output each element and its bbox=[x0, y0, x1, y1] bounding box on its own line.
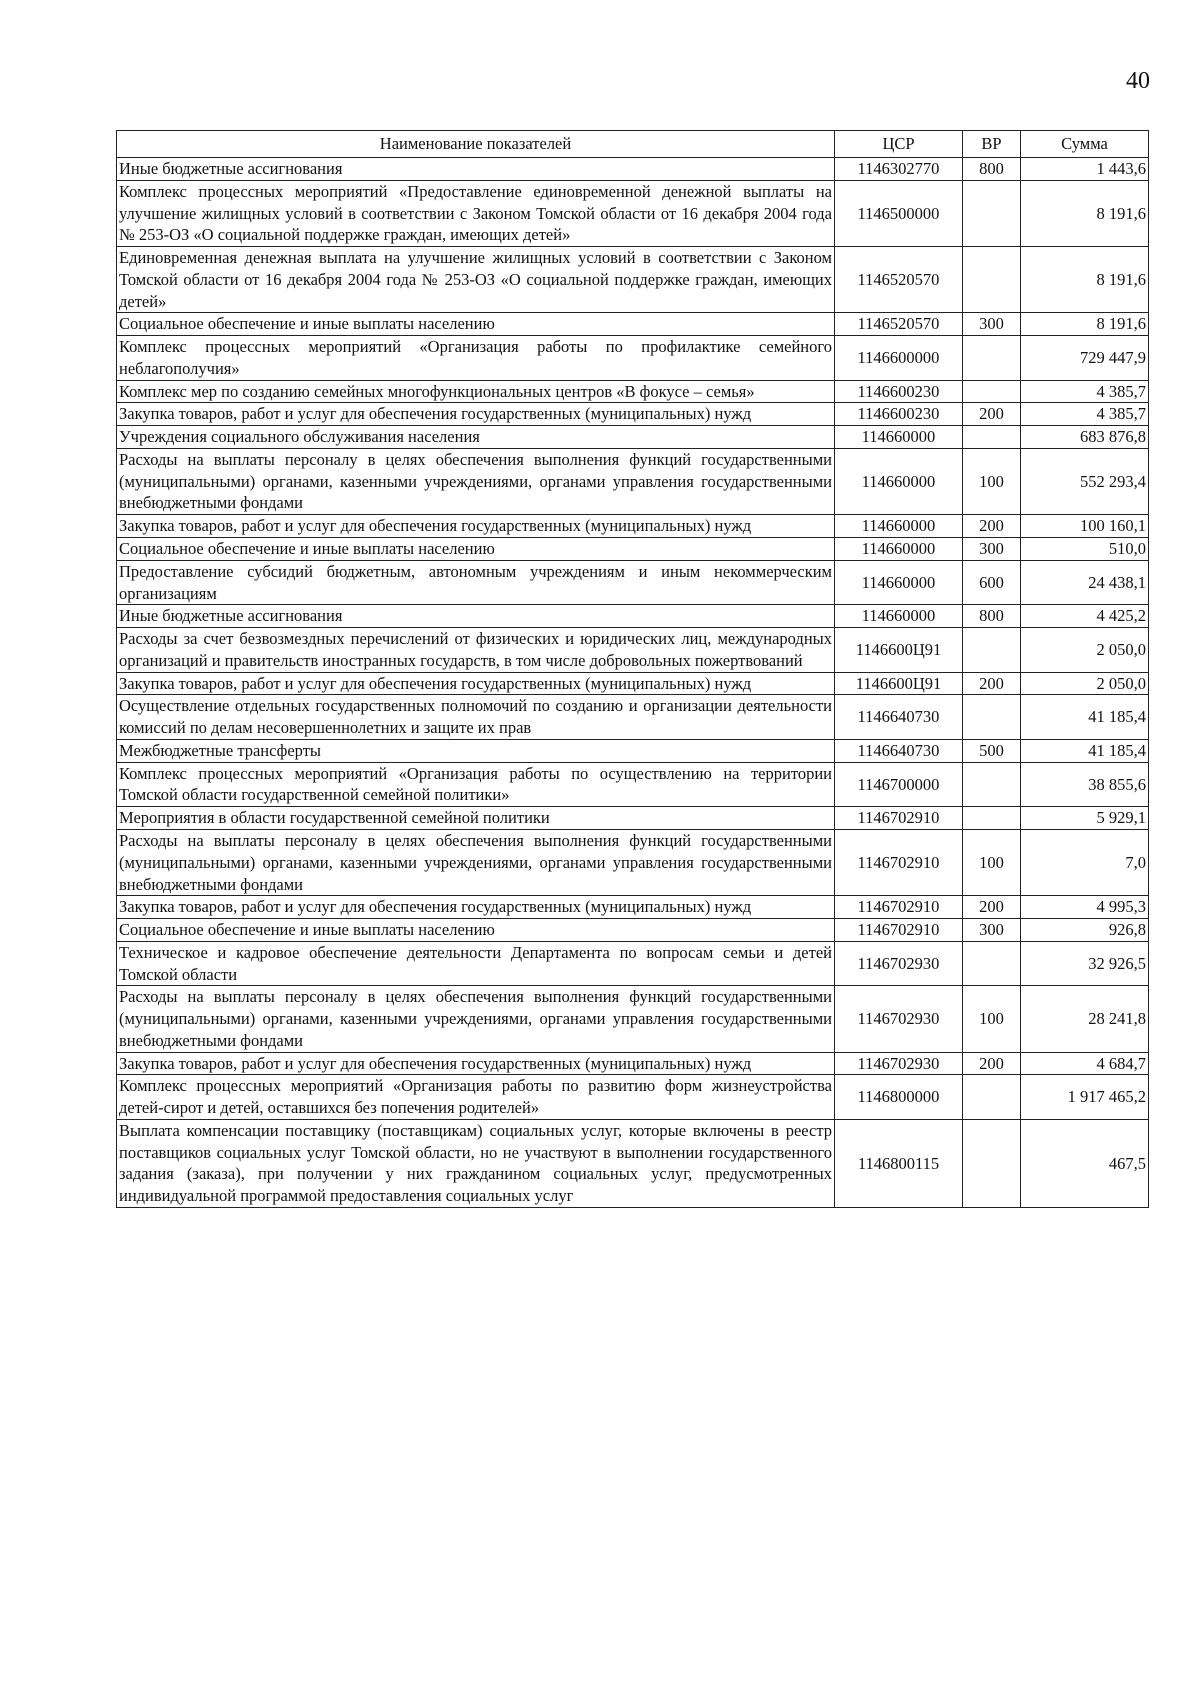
cell-sum: 100 160,1 bbox=[1021, 515, 1149, 538]
cell-name: Закупка товаров, работ и услуг для обеспечения государственных (муниципальных) нужд bbox=[117, 403, 835, 426]
cell-csr: 1146702930 bbox=[835, 1052, 963, 1075]
cell-csr: 114660000 bbox=[835, 515, 963, 538]
cell-name: Единовременная денежная выплата на улучшение жилищных условий в соответствии с Законом Томской области от 16 декабря 2004 года № 253-ОЗ «О социальной поддержке граждан, имеющих детей» bbox=[117, 247, 835, 313]
table-row bbox=[117, 1075, 1149, 1120]
cell-csr: 1146800115 bbox=[835, 1119, 963, 1207]
cell-vr bbox=[963, 695, 1021, 740]
cell-csr: 1146600000 bbox=[835, 336, 963, 381]
cell-name: Закупка товаров, работ и услуг для обеспечения государственных (муниципальных) нужд bbox=[117, 1052, 835, 1075]
cell-vr: 300 bbox=[963, 919, 1021, 942]
cell-csr: 1146702930 bbox=[835, 941, 963, 986]
cell-sum: 552 293,4 bbox=[1021, 448, 1149, 514]
cell-vr bbox=[963, 807, 1021, 830]
table-row bbox=[117, 628, 1149, 673]
cell-sum: 41 185,4 bbox=[1021, 695, 1149, 740]
cell-sum: 8 191,6 bbox=[1021, 180, 1149, 246]
cell-csr: 1146640730 bbox=[835, 695, 963, 740]
cell-sum: 4 684,7 bbox=[1021, 1052, 1149, 1075]
cell-vr bbox=[963, 762, 1021, 807]
header-vr: ВР bbox=[963, 131, 1021, 158]
cell-vr bbox=[963, 247, 1021, 313]
cell-csr: 114660000 bbox=[835, 426, 963, 449]
cell-csr: 1146702910 bbox=[835, 807, 963, 830]
cell-sum: 4 995,3 bbox=[1021, 896, 1149, 919]
cell-name: Иные бюджетные ассигнования bbox=[117, 158, 835, 181]
table-row bbox=[117, 247, 1149, 313]
cell-csr: 114660000 bbox=[835, 448, 963, 514]
cell-csr: 114660000 bbox=[835, 560, 963, 605]
cell-sum: 8 191,6 bbox=[1021, 313, 1149, 336]
cell-name: Расходы на выплаты персоналу в целях обеспечения выполнения функций государственными (муниципальными) органами, казенными учреждениями, органами управления государственными внебюджетными фондами bbox=[117, 448, 835, 514]
cell-sum: 8 191,6 bbox=[1021, 247, 1149, 313]
cell-csr: 1146600Ц91 bbox=[835, 672, 963, 695]
table-row bbox=[117, 336, 1149, 381]
table-row bbox=[117, 403, 1149, 426]
cell-name: Мероприятия в области государственной семейной политики bbox=[117, 807, 835, 830]
cell-sum: 1 917 465,2 bbox=[1021, 1075, 1149, 1120]
cell-sum: 5 929,1 bbox=[1021, 807, 1149, 830]
cell-vr: 200 bbox=[963, 403, 1021, 426]
cell-name: Учреждения социального обслуживания населения bbox=[117, 426, 835, 449]
cell-name: Социальное обеспечение и иные выплаты населению bbox=[117, 538, 835, 561]
cell-csr: 1146520570 bbox=[835, 313, 963, 336]
cell-name: Закупка товаров, работ и услуг для обеспечения государственных (муниципальных) нужд bbox=[117, 896, 835, 919]
table-row bbox=[117, 1052, 1149, 1075]
cell-sum: 4 425,2 bbox=[1021, 605, 1149, 628]
cell-vr: 300 bbox=[963, 313, 1021, 336]
cell-sum: 2 050,0 bbox=[1021, 672, 1149, 695]
page-number: 40 bbox=[1126, 68, 1150, 94]
table-row bbox=[117, 313, 1149, 336]
table-row bbox=[117, 515, 1149, 538]
header-name: Наименование показателей bbox=[117, 131, 835, 158]
cell-name: Техническое и кадровое обеспечение деятельности Департамента по вопросам семьи и детей Томской области bbox=[117, 941, 835, 986]
cell-csr: 1146600230 bbox=[835, 380, 963, 403]
header-csr: ЦСР bbox=[835, 131, 963, 158]
cell-sum: 4 385,7 bbox=[1021, 403, 1149, 426]
table-row bbox=[117, 180, 1149, 246]
cell-name: Комплекс процессных мероприятий «Организация работы по осуществлению на территории Томской области государственной семейной политики» bbox=[117, 762, 835, 807]
cell-vr bbox=[963, 426, 1021, 449]
cell-name: Социальное обеспечение и иные выплаты населению bbox=[117, 919, 835, 942]
table-row bbox=[117, 762, 1149, 807]
cell-csr: 1146500000 bbox=[835, 180, 963, 246]
cell-vr: 100 bbox=[963, 829, 1021, 895]
header-sum: Сумма bbox=[1021, 131, 1149, 158]
cell-vr: 800 bbox=[963, 605, 1021, 628]
cell-sum: 926,8 bbox=[1021, 919, 1149, 942]
cell-sum: 32 926,5 bbox=[1021, 941, 1149, 986]
table-row bbox=[117, 919, 1149, 942]
cell-csr: 1146800000 bbox=[835, 1075, 963, 1120]
cell-sum: 28 241,8 bbox=[1021, 986, 1149, 1052]
table-row bbox=[117, 941, 1149, 986]
cell-vr: 100 bbox=[963, 448, 1021, 514]
cell-name: Расходы за счет безвозмездных перечислений от физических и юридических лиц, международных организаций и правительств иностранных государств, в том числе добровольных пожертвований bbox=[117, 628, 835, 673]
cell-vr: 300 bbox=[963, 538, 1021, 561]
cell-csr: 1146702910 bbox=[835, 919, 963, 942]
table-row bbox=[117, 380, 1149, 403]
cell-vr: 500 bbox=[963, 739, 1021, 762]
cell-vr bbox=[963, 628, 1021, 673]
cell-csr: 1146520570 bbox=[835, 247, 963, 313]
table-row bbox=[117, 829, 1149, 895]
cell-name: Иные бюджетные ассигнования bbox=[117, 605, 835, 628]
cell-csr: 1146600Ц91 bbox=[835, 628, 963, 673]
cell-name: Социальное обеспечение и иные выплаты населению bbox=[117, 313, 835, 336]
cell-vr: 200 bbox=[963, 672, 1021, 695]
cell-sum: 4 385,7 bbox=[1021, 380, 1149, 403]
table-row bbox=[117, 560, 1149, 605]
cell-vr bbox=[963, 941, 1021, 986]
cell-sum: 41 185,4 bbox=[1021, 739, 1149, 762]
cell-name: Расходы на выплаты персоналу в целях обеспечения выполнения функций государственными (муниципальными) органами, казенными учреждениями, органами управления государственными внебюджетными фондами bbox=[117, 986, 835, 1052]
cell-vr: 800 bbox=[963, 158, 1021, 181]
table-row bbox=[117, 426, 1149, 449]
cell-csr: 1146700000 bbox=[835, 762, 963, 807]
cell-vr bbox=[963, 180, 1021, 246]
cell-vr bbox=[963, 1119, 1021, 1207]
budget-table bbox=[116, 130, 1149, 1208]
cell-csr: 1146702930 bbox=[835, 986, 963, 1052]
cell-vr: 200 bbox=[963, 515, 1021, 538]
cell-name: Выплата компенсации поставщику (поставщикам) социальных услуг, которые включены в реестр поставщиков социальных услуг Томской области, но не участвуют в выполнении государственного задания (заказа), при получении у них гражданином социальных услуг, предусмотренных индивидуальной программой предоставления социальных услуг bbox=[117, 1119, 835, 1207]
table-row bbox=[117, 605, 1149, 628]
cell-sum: 510,0 bbox=[1021, 538, 1149, 561]
cell-sum: 2 050,0 bbox=[1021, 628, 1149, 673]
cell-name: Осуществление отдельных государственных полномочий по созданию и организации деятельности комиссий по делам несовершеннолетних и защите их прав bbox=[117, 695, 835, 740]
table-body bbox=[117, 158, 1149, 1208]
cell-name: Комплекс мер по созданию семейных многофункциональных центров «В фокусе – семья» bbox=[117, 380, 835, 403]
table-row bbox=[117, 739, 1149, 762]
cell-sum: 729 447,9 bbox=[1021, 336, 1149, 381]
cell-vr: 200 bbox=[963, 896, 1021, 919]
table-row bbox=[117, 538, 1149, 561]
cell-name: Закупка товаров, работ и услуг для обеспечения государственных (муниципальных) нужд bbox=[117, 672, 835, 695]
cell-csr: 1146302770 bbox=[835, 158, 963, 181]
cell-vr bbox=[963, 380, 1021, 403]
cell-sum: 38 855,6 bbox=[1021, 762, 1149, 807]
cell-sum: 1 443,6 bbox=[1021, 158, 1149, 181]
cell-name: Предоставление субсидий бюджетным, автономным учреждениям и иным некоммерческим организациям bbox=[117, 560, 835, 605]
table-row bbox=[117, 695, 1149, 740]
cell-csr: 1146702910 bbox=[835, 829, 963, 895]
cell-vr bbox=[963, 336, 1021, 381]
table-row bbox=[117, 896, 1149, 919]
table-row bbox=[117, 672, 1149, 695]
table-header-row bbox=[117, 131, 1149, 158]
cell-vr: 600 bbox=[963, 560, 1021, 605]
cell-sum: 7,0 bbox=[1021, 829, 1149, 895]
table-row bbox=[117, 448, 1149, 514]
cell-vr: 200 bbox=[963, 1052, 1021, 1075]
cell-sum: 467,5 bbox=[1021, 1119, 1149, 1207]
cell-name: Комплекс процессных мероприятий «Организация работы по развитию форм жизнеустройства детей-сирот и детей, оставшихся без попечения родителей» bbox=[117, 1075, 835, 1120]
cell-vr: 100 bbox=[963, 986, 1021, 1052]
cell-sum: 24 438,1 bbox=[1021, 560, 1149, 605]
table-row bbox=[117, 158, 1149, 181]
cell-csr: 1146702910 bbox=[835, 896, 963, 919]
cell-csr: 114660000 bbox=[835, 538, 963, 561]
cell-csr: 1146640730 bbox=[835, 739, 963, 762]
cell-csr: 1146600230 bbox=[835, 403, 963, 426]
cell-name: Расходы на выплаты персоналу в целях обеспечения выполнения функций государственными (муниципальными) органами, казенными учреждениями, органами управления государственными внебюджетными фондами bbox=[117, 829, 835, 895]
cell-name: Закупка товаров, работ и услуг для обеспечения государственных (муниципальных) нужд bbox=[117, 515, 835, 538]
table-row bbox=[117, 1119, 1149, 1207]
cell-csr: 114660000 bbox=[835, 605, 963, 628]
cell-name: Межбюджетные трансферты bbox=[117, 739, 835, 762]
cell-sum: 683 876,8 bbox=[1021, 426, 1149, 449]
table-row bbox=[117, 986, 1149, 1052]
table-row bbox=[117, 807, 1149, 830]
cell-vr bbox=[963, 1075, 1021, 1120]
cell-name: Комплекс процессных мероприятий «Организация работы по профилактике семейного неблагополучия» bbox=[117, 336, 835, 381]
cell-name: Комплекс процессных мероприятий «Предоставление единовременной денежной выплаты на улучшение жилищных условий в соответствии с Законом Томской области от 16 декабря 2004 года № 253-ОЗ «О социальной поддержке граждан, имеющих детей» bbox=[117, 180, 835, 246]
